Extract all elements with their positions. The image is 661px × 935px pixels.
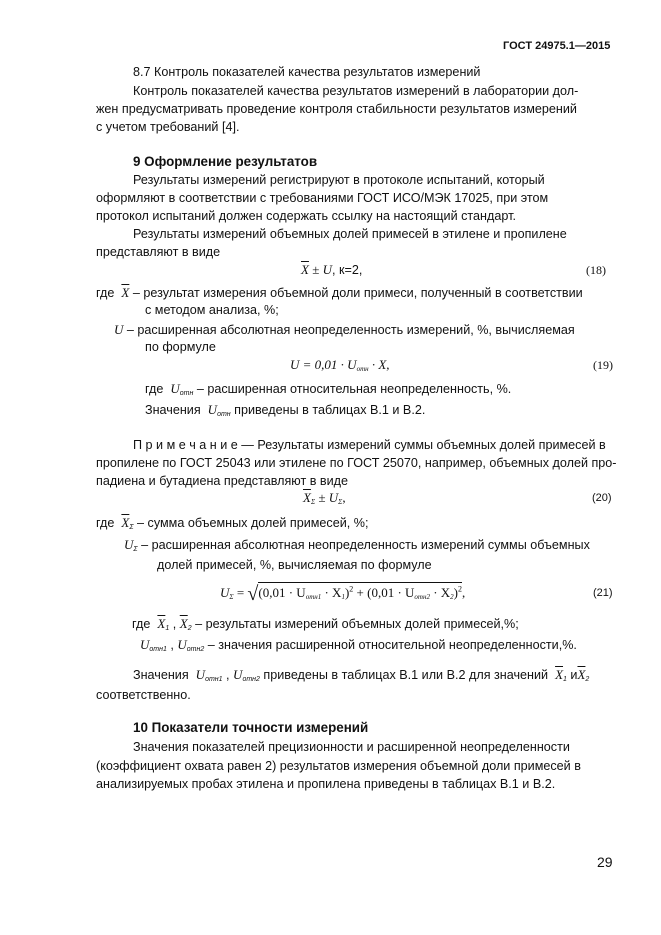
paragraph-line: Результаты измерений объемных долей примесей в этилене и пропилене: [133, 227, 567, 241]
page-number: 29: [597, 854, 613, 870]
note-line: П р и м е ч а н и е — Результаты измерений суммы объемных долей примесей в: [133, 438, 606, 452]
sqrt-icon: √: [247, 583, 259, 605]
equation-19: $U = 0,01 \cdot U_{отн} \cdot X$,: [290, 357, 390, 373]
sqrt-body: $(0,01 \cdot U_{отн1} \cdot X_1)^2 + (0,01 \cdot U_{отн2} \cdot X_2)^2$: [258, 582, 462, 600]
where-usigma-line: $U_\Sigma$ – расширенная абсолютная неопределенность измерений суммы объемных: [124, 537, 590, 553]
paragraph-line: соответственно.: [96, 688, 191, 702]
paragraph-line: Результаты измерений регистрируют в протоколе испытаний, который: [133, 173, 545, 187]
paragraph-line: долей примесей, %, вычисляемая по формуле: [157, 558, 432, 572]
section-8-7-title: 8.7 Контроль показателей качества результатов измерений: [133, 65, 481, 79]
equation-number: (20): [592, 492, 612, 504]
paragraph-line: пропилене по ГОСТ 25043 или этилене по ГОСТ 25070, например, объемных долей про-: [96, 456, 617, 470]
paragraph-line: анализируемых пробах этилена и пропилена приведены в таблицах В.1 и В.2.: [96, 777, 556, 791]
where-x12-line: где $\overline{X}_1$ , $\overline{X}_2$ – результаты измерений объемных долей примесей,%;: [132, 616, 519, 632]
equation-number: (19): [593, 358, 613, 372]
paragraph-line: жен предусматривать проведение контроля стабильности результатов измерений: [96, 102, 577, 116]
paragraph-line: протокол испытаний должен содержать ссылку на настоящий стандарт.: [96, 209, 516, 223]
paragraph-line: Контроль показателей качества результатов измерений в лаборатории дол-: [133, 84, 579, 98]
where-uotn-line: где $U_{отн}$ – расширенная относительная неопределенность, %.: [145, 381, 512, 397]
where-u-line: U – расширенная абсолютная неопределенность измерений, %, вычисляемая: [114, 322, 575, 337]
paragraph-line: с учетом требований [4].: [96, 120, 240, 134]
standard-header: ГОСТ 24975.1—2015: [503, 40, 611, 52]
equation-number: (18): [586, 263, 606, 277]
symbol-u: U: [322, 262, 332, 277]
paragraph-line: (коэффициент охвата равен 2) результатов измерения объемной доли примесей в: [96, 759, 581, 773]
section-10-heading: 10 Показатели точности измерений: [133, 720, 369, 735]
equation-20: $\overline{X}_\Sigma \pm U_\Sigma$,: [303, 490, 346, 506]
paragraph-line: Значения показателей прецизионности и расширенной неопределенности: [133, 740, 570, 754]
paragraph-line: по формуле: [145, 340, 216, 354]
where-xsigma-line: где $\overline{X}_\Sigma$ – сумма объемных долей примесей, %;: [96, 515, 369, 531]
where-u12-line: $U_{отн1}$ , $U_{отн2}$ – значения расширенной относительной неопределенности,%.: [140, 637, 577, 653]
values-u12-line: Значения $U_{отн1}$ , $U_{отн2}$ приведены в таблицах В.1 или В.2 для значений $\overline{X}_1$ $и\overline{X}_2$: [133, 667, 590, 683]
paragraph-line: оформляют в соответствии с требованиями ГОСТ ИСО/МЭК 17025, при этом: [96, 191, 549, 205]
paragraph-line: падиена и бутадиена представляют в виде: [96, 474, 349, 488]
section-9-heading: 9 Оформление результатов: [133, 154, 318, 169]
values-uotn-line: Значения $U_{отн}$ приведены в таблицах В.1 и В.2.: [145, 402, 426, 418]
equation-number: (21): [593, 587, 613, 599]
note-label: П р и м е ч а н и е: [133, 438, 238, 452]
paragraph-line: представляют в виде: [96, 245, 221, 259]
paragraph-line: с методом анализа, %;: [145, 303, 279, 317]
symbol-x: $\overline{X}$: [301, 262, 309, 277]
equation-18: $\overline{X} \pm U$, к=2,: [301, 262, 363, 277]
equation-21: $U_\Sigma = √(0,01 \cdot U_{отн1} \cdot X_1)^2 + (0,01 \cdot U_{отн2} \cdot X_2)^2$,: [220, 583, 466, 605]
where-x-line: где $\overline{X}$ – результат измерения объемной доли примеси, полученный в соответствии: [96, 285, 583, 300]
